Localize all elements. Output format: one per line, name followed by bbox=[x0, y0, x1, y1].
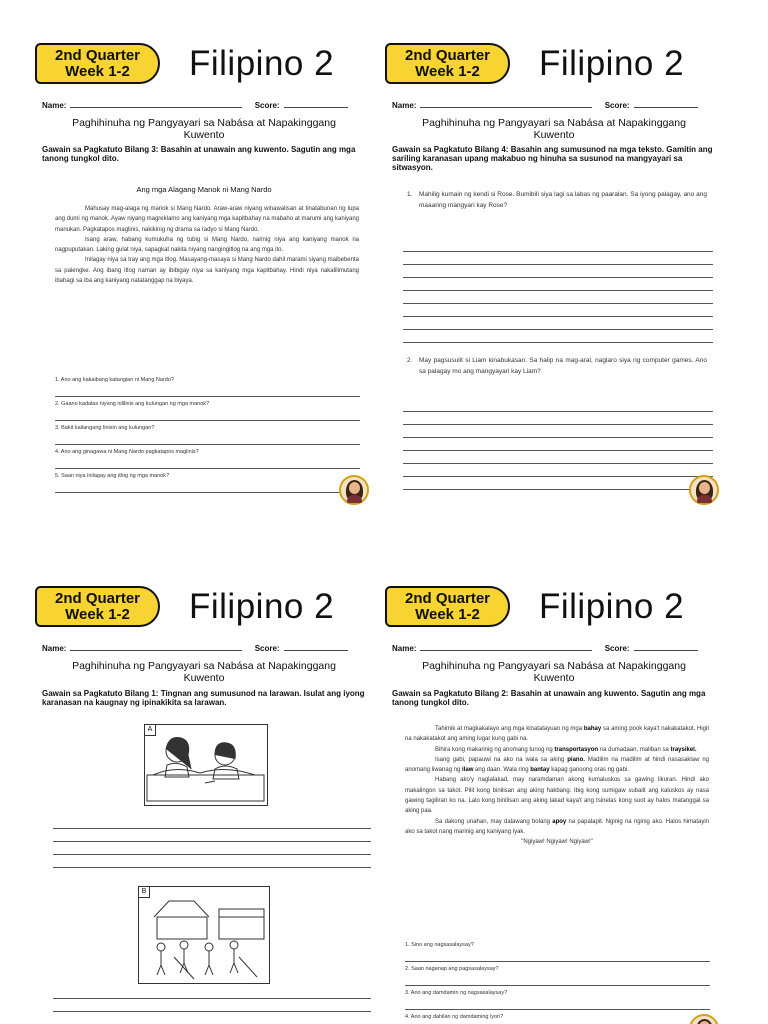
question-2: 2. May pagsusulit si Liam kinabukasan. Sa halip na mag-aral, naglaro siya ng computer games. Ano sa palagay mo ang mangyayari kay Liam? bbox=[407, 357, 707, 375]
quarter-badge: 2nd Quarter Week 1-2 bbox=[35, 43, 160, 84]
question-list bbox=[55, 373, 360, 493]
name-score-line: Name: Score: bbox=[42, 100, 372, 110]
question-item[interactable]: 3. Bakit kailangang linisin ang kulungan? bbox=[55, 421, 360, 445]
answer-lines-1[interactable] bbox=[403, 239, 713, 343]
quarter-badge: 2nd Quarter Week 1-2 bbox=[35, 586, 160, 627]
name-score-line: Name: Score: bbox=[392, 100, 722, 110]
name-field[interactable] bbox=[70, 643, 242, 651]
lesson-title: Paghihinuha ng Pangyayari sa Nabása at Napakinggang Kuwento bbox=[72, 660, 336, 684]
answer-lines-a[interactable] bbox=[53, 816, 371, 868]
question-list bbox=[405, 938, 710, 1024]
score-field[interactable] bbox=[634, 100, 698, 108]
name-score-line: Name: Score: bbox=[42, 643, 372, 653]
name-field[interactable] bbox=[420, 100, 592, 108]
quarter-badge: 2nd Quarter Week 1-2 bbox=[385, 43, 510, 84]
quarter-badge: 2nd Quarter Week 1-2 bbox=[385, 586, 510, 627]
picture-a: A bbox=[144, 724, 268, 806]
question-item[interactable]: 1. Sino ang nagsasalaysay? bbox=[405, 938, 710, 962]
worksheet-page-4 bbox=[383, 576, 726, 1024]
task-instruction: Gawain sa Pagkatuto Bilang 2: Basahin at unawain ang kuwento. Sagutin ang mga tanong tungkol dito. bbox=[392, 689, 706, 707]
answer-lines-2[interactable] bbox=[403, 399, 713, 490]
task-instruction: Gawain sa Pagkatuto Bilang 1: Tingnan ang sumusunod na larawan. Isulat ang iyong karanasan na kaugnay ng ipinakikita sa larawan. bbox=[42, 689, 365, 707]
story-title: Ang mga Alagang Manok ni Mang Nardo bbox=[136, 185, 272, 194]
picture-b: B bbox=[138, 886, 270, 984]
score-field[interactable] bbox=[634, 643, 698, 651]
subject-title: Filipino 2 bbox=[189, 587, 335, 626]
worksheet-page-1 bbox=[33, 33, 376, 509]
teacher-avatar-icon bbox=[689, 475, 719, 505]
name-score-line: Name: Score: bbox=[392, 643, 722, 653]
answer-lines-b[interactable] bbox=[53, 986, 371, 1024]
subject-title: Filipino 2 bbox=[539, 44, 685, 83]
worksheet-page-3 bbox=[33, 576, 376, 1024]
question-item[interactable]: 4. Ano ang dahilan ng damdaming iyon? bbox=[405, 1010, 710, 1024]
question-item[interactable]: 1. Ano ang kakaibang katangian ni Mang Nardo? bbox=[55, 373, 360, 397]
subject-title: Filipino 2 bbox=[189, 44, 335, 83]
worksheet-page-2 bbox=[383, 33, 726, 509]
name-field[interactable] bbox=[70, 100, 242, 108]
question-item[interactable]: 2. Saan naganap ang pagsasalaysay? bbox=[405, 962, 710, 986]
story-text: Mahusay mag-alaga ng manok si Mang Nardo. Araw-araw niyang winawalisan at tinatabunan ng lupa ang dumi ng manok. Ayaw niyang magreklamo ang kaniyang mga kapitbahay na mabaho at marumi ang kaniyang manukan. Pagkatapos maglinis, nakikinig ng drama sa radyo si Mang Nardo. Isang araw, habang kumukuha ng tubig si Mang Nardo, narinig niya ang kaniyang manok na nagpuputakan. Laking gulat niya, sapagkat nakita niyang nangingitlog na ang mga ito. Inilagay niya sa tray ang mga itlog. Masayang-masaya si Mang Nardo dahil marami siyang maibebenta sa palengke. Ang ibang itlog naman ay ibibigay niya sa kaniyang mga kapitbahay. Hindi niya nakalilimutang ibahagi sa iba ang kaniyang natatanggap na biyaya. bbox=[55, 206, 359, 285]
children-cleaning-street-illustration bbox=[139, 887, 268, 982]
task-instruction: Gawain sa Pagkatuto Bilang 3: Basahin at unawain ang kuwento. Sagutin ang mga tanong tungkol dito. bbox=[42, 145, 356, 163]
lesson-title: Paghihinuha ng Pangyayari sa Nabása at Napakinggang Kuwento bbox=[422, 117, 686, 141]
name-field[interactable] bbox=[420, 643, 592, 651]
score-field[interactable] bbox=[284, 100, 348, 108]
question-item[interactable]: 4. Ano ang ginagawa ni Mang Nardo pagkatapos maglinis? bbox=[55, 445, 360, 469]
score-field[interactable] bbox=[284, 643, 348, 651]
lesson-title: Paghihinuha ng Pangyayari sa Nabása at Napakinggang Kuwento bbox=[422, 660, 686, 684]
question-item[interactable]: 5. Saan niya inilagay ang itlog ng mga manok? bbox=[55, 469, 360, 493]
lesson-title: Paghihinuha ng Pangyayari sa Nabása at Napakinggang Kuwento bbox=[72, 117, 336, 141]
question-item[interactable]: 2. Gaano kadalas niyang nililinis ang kulungan ng mga manok? bbox=[55, 397, 360, 421]
teacher-avatar-icon bbox=[339, 475, 369, 505]
question-item[interactable]: 3. Ano ang damdamin ng nagsasalaysay? bbox=[405, 986, 710, 1010]
question-1: 1. Mahilig kumain ng kendi si Rose. Bumibili siya lagi sa labas ng paaralan. Sa iyong palagay, ano ang maaaring mangyari kay Rose? bbox=[407, 191, 707, 209]
girls-in-bed-illustration bbox=[145, 725, 266, 804]
task-instruction: Gawain sa Pagkatuto Bilang 4: Basahin ang sumusunod na mga teksto. Gamitin ang sariling karanasan upang makabuo ng hinuha sa susunod na mangyayari sa sitwasyon. bbox=[392, 145, 713, 172]
subject-title: Filipino 2 bbox=[539, 587, 685, 626]
story-text: Tahimik at magkakalayo ang mga kinatatayuan ng mga bahay sa aming pook kaya't nakakatakot. Higit na nakakatakot ang aming lugar kung gabi na. Bihira kong makarinig ng anomang tunog ng transportasyon na dumadaan, maliban sa traysikel. Isang gabi, papauwi na ako na wala sa aking piano. Madilim na madilim at hindi nasasaklaw ng anomang liwanag ng ilaw ang daan. Wala ring bantay kapag ganoong oras ng gabi. Habang ako'y naglalakad, may naramdaman akong kumaluskos sa gawing likuran. Hindi ako makalingon sa takot. Pilit kong binilisan ang aking hakbang. Ibig kong sumigaw subalit ang kaluskos ay nasa gawing tagiliran ko na. Lalo kong binilisan ang aking lakad kaya't ang tsinelas kong suot ay halos matanggal sa aking paa. Sa dakong unahan, may dalawang bolang apoy na papalapit. Nginig na nginig ako. Halos himatayin ako sa takot nang marinig ang kaniyang iyak. "Ngiyaw! Ngiyaw! Ngiyaw!" bbox=[405, 726, 710, 846]
